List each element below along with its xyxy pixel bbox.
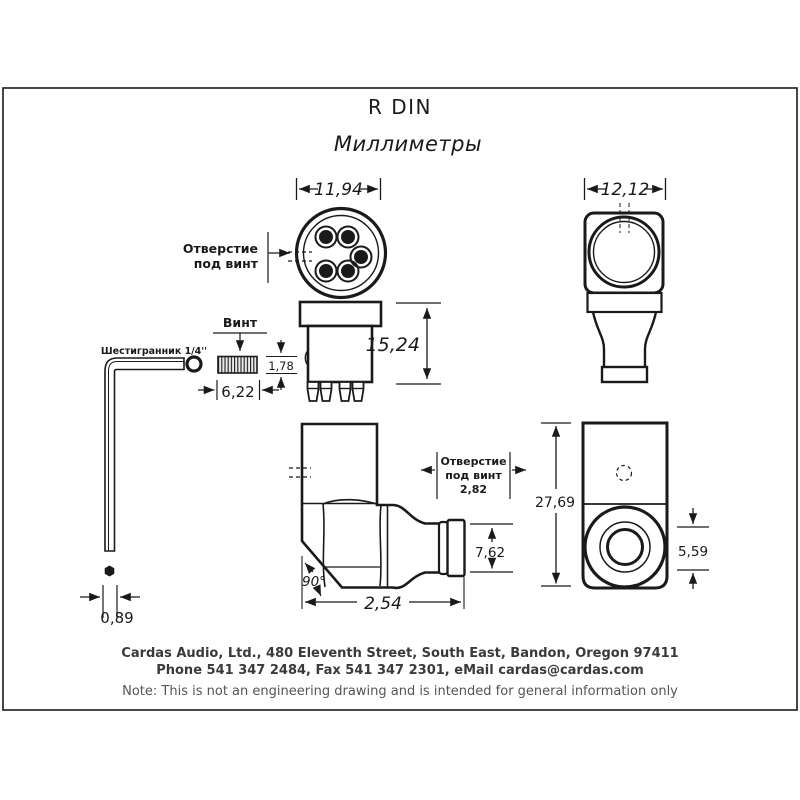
dimension-barrel [470,524,513,572]
footer [121,646,678,699]
dim-text-11-94: 11,94 [314,180,363,200]
din-angle-view [289,424,465,588]
hex-key-section [105,566,115,577]
pin [308,382,319,401]
pin [321,382,332,401]
page-title: R DIN [367,95,433,119]
set-screw [213,315,267,373]
footer-address: Cardas Audio, Ltd., 480 Eleventh Street, South East, Bandon, Oregon 97411 [121,646,679,661]
dimension-hex-key-width [80,585,140,627]
dim-text-15-24: 15,24 [365,334,420,356]
angle-text: 90° [302,574,326,590]
dimension-bore [677,508,709,589]
dim-text-6-22: 6,22 [221,383,255,401]
pin [353,382,364,401]
din-rear-view [583,423,667,588]
din-top-view [585,203,663,382]
side-view-body [308,326,372,382]
side-view-cap [300,302,381,326]
dim-text-12-12: 12,12 [600,180,650,200]
hex-key-end-view [187,357,201,371]
screw-hole-label-line1: Отверстие [182,241,258,256]
label-screw-hole-side [421,452,526,499]
hex-key-outline [105,358,184,551]
pin [340,382,351,401]
screw-label: Винт [222,315,258,330]
dim-text-27-69: 27,69 [534,495,576,511]
dimension-total-height [535,423,575,586]
footer-note: Note: This is not an engineering drawing and is intended for general information only [122,684,678,699]
dim-text-1-78: 1,78 [268,359,294,373]
dimension-top-width [585,178,666,200]
dim-text-7-62: 7,62 [474,545,506,561]
top-view-tip [602,367,647,382]
hex-wrench-label: Шестигранник 1/4'' [100,346,208,357]
dimension-face-width [297,178,381,200]
hex-key [105,358,184,577]
dimension-screw-length [198,380,279,401]
screw-hole-side-value: 2,82 [459,483,488,496]
dim-text-0-89: 0,89 [100,609,134,627]
threaded-screw [218,357,257,374]
top-view-flange [588,293,662,312]
screw-hole-label-line2: под винт [193,256,258,271]
page-subtitle: Миллиметры [333,132,483,156]
screw-hole-side-line2: под винт [445,469,502,482]
dimension-screw-diameter [266,340,297,390]
barrel-end-cap [448,520,465,576]
footer-contact: Phone 541 347 2484, Fax 541 347 2301, eMail cardas@cardas.com [156,663,644,678]
label-screw-hole-face [183,232,290,283]
solder-pins [308,382,364,401]
dim-text-5-59: 5,59 [677,544,709,560]
dim-text-2-54: 2,54 [364,594,402,614]
screw-hole-side-line1: Отверстие [440,455,507,468]
hex-key-edge-line [109,362,185,552]
din-face-view [288,209,386,298]
angle-annotation [302,563,326,596]
